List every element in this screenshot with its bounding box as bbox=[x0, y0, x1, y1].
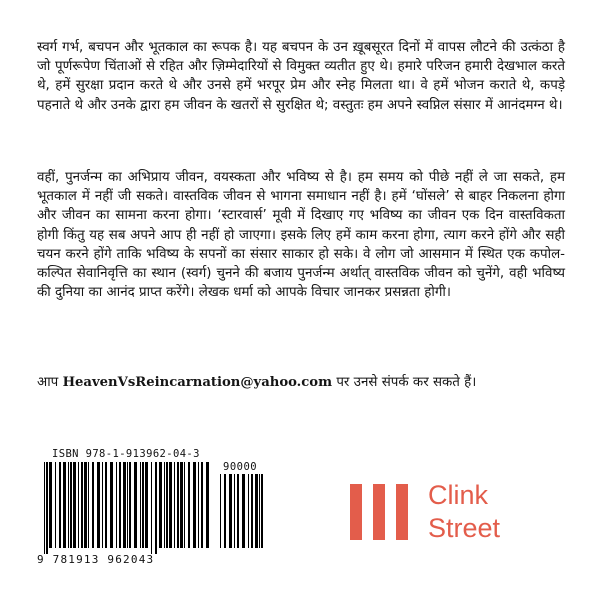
price-addon-code: 90000 bbox=[223, 461, 258, 473]
logo-bar-icon bbox=[350, 484, 362, 540]
logo-bar-icon bbox=[373, 484, 385, 540]
publisher-logo bbox=[350, 478, 540, 548]
isbn-label: ISBN 978-1-913962-04-3 bbox=[52, 448, 200, 460]
contact-prefix: आप bbox=[37, 375, 63, 390]
ean-digits: 9 781913 962043 bbox=[37, 553, 155, 566]
body-paragraph: वहीं, पुनर्जन्म का अभिप्राय जीवन, वयस्कता और भविष्य से है। हम समय को पीछे नहीं ले जा सकते, हम भूतकाल में नहीं जी सकते। वास्तविक जीवन से भागना समाधान नहीं है। हमें ‘घोंसले’ से बाहर निकलना होगा और जीवन का सामना करना होगा। ‘स्टारवार्स’ मूवी में दिखाए गए भविष्य का जीवन एक दिन वास्तविकता होगी किंतु यह सब अपने आप ही नहीं हो जाएगा। इसके लिए हमें काम करना होगा, त्याग करने होंगे और सही चयन करने होंगे ताकि भविष्य के सपनों का संसार साकार हो सके। वे लोग जो आसमान में स्थित एक कपोल-कल्पित सेवानिवृत्ति का स्थान (स्वर्ग) चुनने की बजाय पुनर्जन्म अर्थात् वास्तविक जीवन को चुनेंगे, वही भविष्य की दुनिया का आनंद प्राप्त करेंगे। लेखक धर्मा को आपके विचार जानकर प्रसन्नता होगी। bbox=[37, 170, 565, 301]
contact-paragraph bbox=[37, 373, 565, 392]
logo-word-clink: Clink bbox=[428, 480, 489, 510]
contact-email[interactable]: HeavenVsReincarnation@yahoo.com bbox=[62, 375, 333, 390]
logo-word-street: Street bbox=[428, 513, 501, 543]
contact-suffix: पर उनसे संपर्क कर सकते हैं। bbox=[332, 375, 477, 390]
logo-bar-icon bbox=[396, 484, 408, 540]
intro-paragraph: स्वर्ग गर्भ, बचपन और भूतकाल का रूपक है। यह बचपन के उन ख़ूबसूरत दिनों में वापस लौटने की उत्कंठा है जो पूर्णरूपेण चिंताओं से रहित और ज़िम्मेदारियों से विमुक्त व्यतीत हुए थे। हमारे परिजन हमारी देखभाल करते थे, हमें सुरक्षा प्रदान करते थे और उनसे हमें भरपूर प्रेम और स्नेह मिलता था। वे हमें भोजन कराते थे, कपड़े पहनाते थे और उनके द्वारा हम जीवन के खतरों से सुरक्षित थे; वस्तुतः हम अपने स्वप्निल संसार में आनंदमग्न थे। bbox=[37, 40, 565, 113]
barcode-icon bbox=[36, 446, 268, 566]
